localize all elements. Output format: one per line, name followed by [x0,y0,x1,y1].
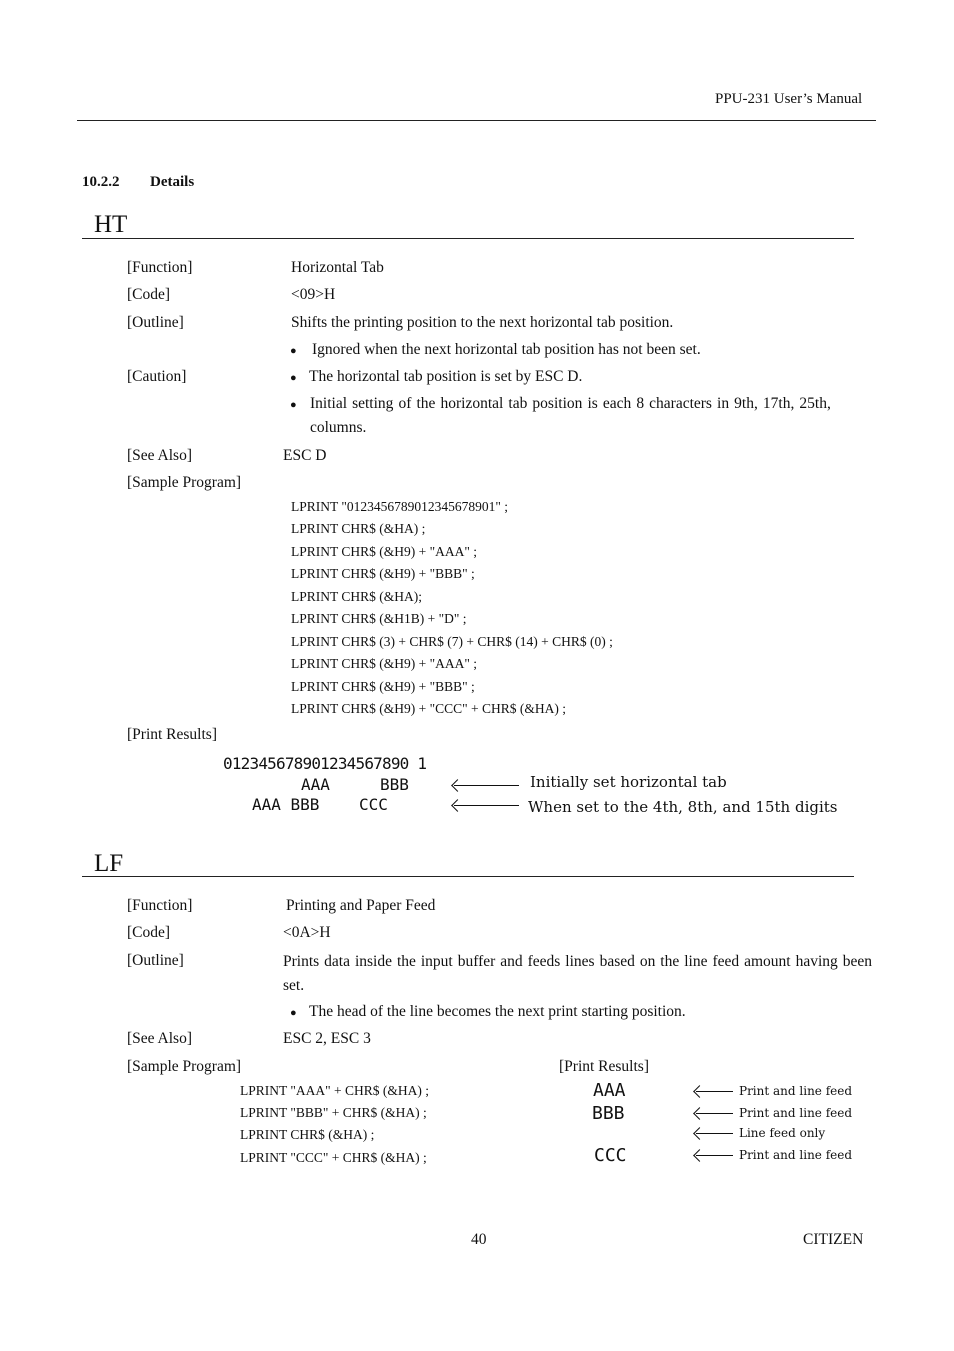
page-number: 40 [471,1231,487,1248]
result-note: Print and line feed [739,1148,853,1162]
lf-code-label: [Code] [127,924,171,941]
manual-title: PPU-231 User’s Manual [715,91,863,107]
bullet-icon: ● [290,372,297,384]
result-note: When set to the 4th, 8th, and 15th digits [528,798,838,816]
lf-see-also-label: [See Also] [127,1030,193,1047]
code-line: LPRINT CHR$ (&HA) ; [291,521,426,536]
ht-rule [82,238,854,239]
ht-see-also-value: ESC D [283,447,327,464]
ht-outline-label: [Outline] [127,314,184,331]
ht-code-label: [Code] [127,286,171,303]
code-line: LPRINT CHR$ (&H9) + "BBB" ; [291,566,475,581]
ht-caution-label: [Caution] [127,368,187,385]
code-line: LPRINT CHR$ (&H9) + "CCC" + CHR$ (&HA) ; [291,701,567,716]
result-text: AAA [593,1080,626,1101]
ht-sample-label: [Sample Program] [127,474,242,491]
left-arrow-icon [696,1091,733,1092]
left-arrow-icon [696,1113,733,1114]
code-line: LPRINT CHR$ (&H9) + "AAA" ; [291,544,478,559]
left-arrow-icon [696,1133,733,1134]
ht-caution-bullet2: Initial setting of the horizontal tab position is each 8 characters in 9th, 17th, 25th, [310,395,831,412]
left-arrow-icon [696,1155,733,1156]
lf-function-value: Printing and Paper Feed [286,897,436,914]
code-line: LPRINT CHR$ (3) + CHR$ (7) + CHR$ (14) + CHR$ (0) ; [291,634,613,649]
code-line: LPRINT CHR$ (&H9) + "AAA" ; [291,656,478,671]
ht-caution-bullet2-cont: columns. [310,419,367,436]
code-line: LPRINT "AAA" + CHR$ (&HA) ; [240,1083,430,1098]
result-line: 012345678901234567890 1 [223,754,427,773]
lf-code-value: <0A>H [283,924,331,941]
bullet-icon: ● [290,399,297,411]
code-line: LPRINT CHR$ (&HA); [291,589,423,604]
code-line: LPRINT "BBB" + CHR$ (&HA) ; [240,1105,427,1120]
ht-caution-bullet1: The horizontal tab position is set by ESC D. [309,368,583,385]
section-title: Details [150,174,195,190]
result-text: AAA [301,775,330,794]
result-note: Line feed only [739,1126,826,1140]
lf-outline-value: Prints data inside the input buffer and feeds lines based on the line feed amount having been set. [283,953,872,994]
lf-print-results-label: [Print Results] [559,1058,649,1075]
ht-heading: HT [94,211,128,238]
code-line: LPRINT "CCC" + CHR$ (&HA) ; [240,1150,427,1165]
lf-rule [82,876,854,877]
section-number: 10.2.2 [82,174,120,190]
ht-outline-bullet: Ignored when the next horizontal tab position has not been set. [312,341,701,358]
footer-brand: CITIZEN [803,1231,864,1248]
left-arrow-icon [454,805,519,806]
lf-outline-bullet: The head of the line becomes the next print starting position. [309,1003,686,1020]
lf-sample-label: [Sample Program] [127,1058,242,1075]
result-note: Initially set horizontal tab [530,773,727,791]
lf-heading: LF [94,850,124,877]
code-line: LPRINT CHR$ (&H9) + "BBB" ; [291,679,475,694]
code-line: LPRINT CHR$ (&HA) ; [240,1127,375,1142]
result-text: CCC [594,1145,627,1166]
code-line: LPRINT "01234567890123456789​01" ; [291,499,509,514]
header-rule [77,120,876,121]
ht-code-value: <09>H [291,286,336,303]
ht-see-also-label: [See Also] [127,447,193,464]
result-text: BBB [592,1103,625,1124]
code-line: LPRINT CHR$ (&H1B) + "D" ; [291,611,467,626]
bullet-icon: ● [290,1007,297,1019]
result-text: AAA BBB [252,795,320,814]
lf-see-also-value: ESC 2, ESC 3 [283,1030,371,1047]
result-note: Print and line feed [739,1084,853,1098]
result-text: BBB [380,775,409,794]
bullet-icon: ● [290,345,297,357]
ht-function-label: [Function] [127,259,193,276]
ht-function-value: Horizontal Tab [291,259,384,276]
lf-outline-label: [Outline] [127,952,184,969]
result-note: Print and line feed [739,1106,853,1120]
left-arrow-icon [454,785,519,786]
ht-outline-value: Shifts the printing position to the next horizontal tab position. [291,314,674,331]
result-text: CCC [359,795,388,814]
lf-function-label: [Function] [127,897,193,914]
ht-print-results-label: [Print Results] [127,726,217,743]
